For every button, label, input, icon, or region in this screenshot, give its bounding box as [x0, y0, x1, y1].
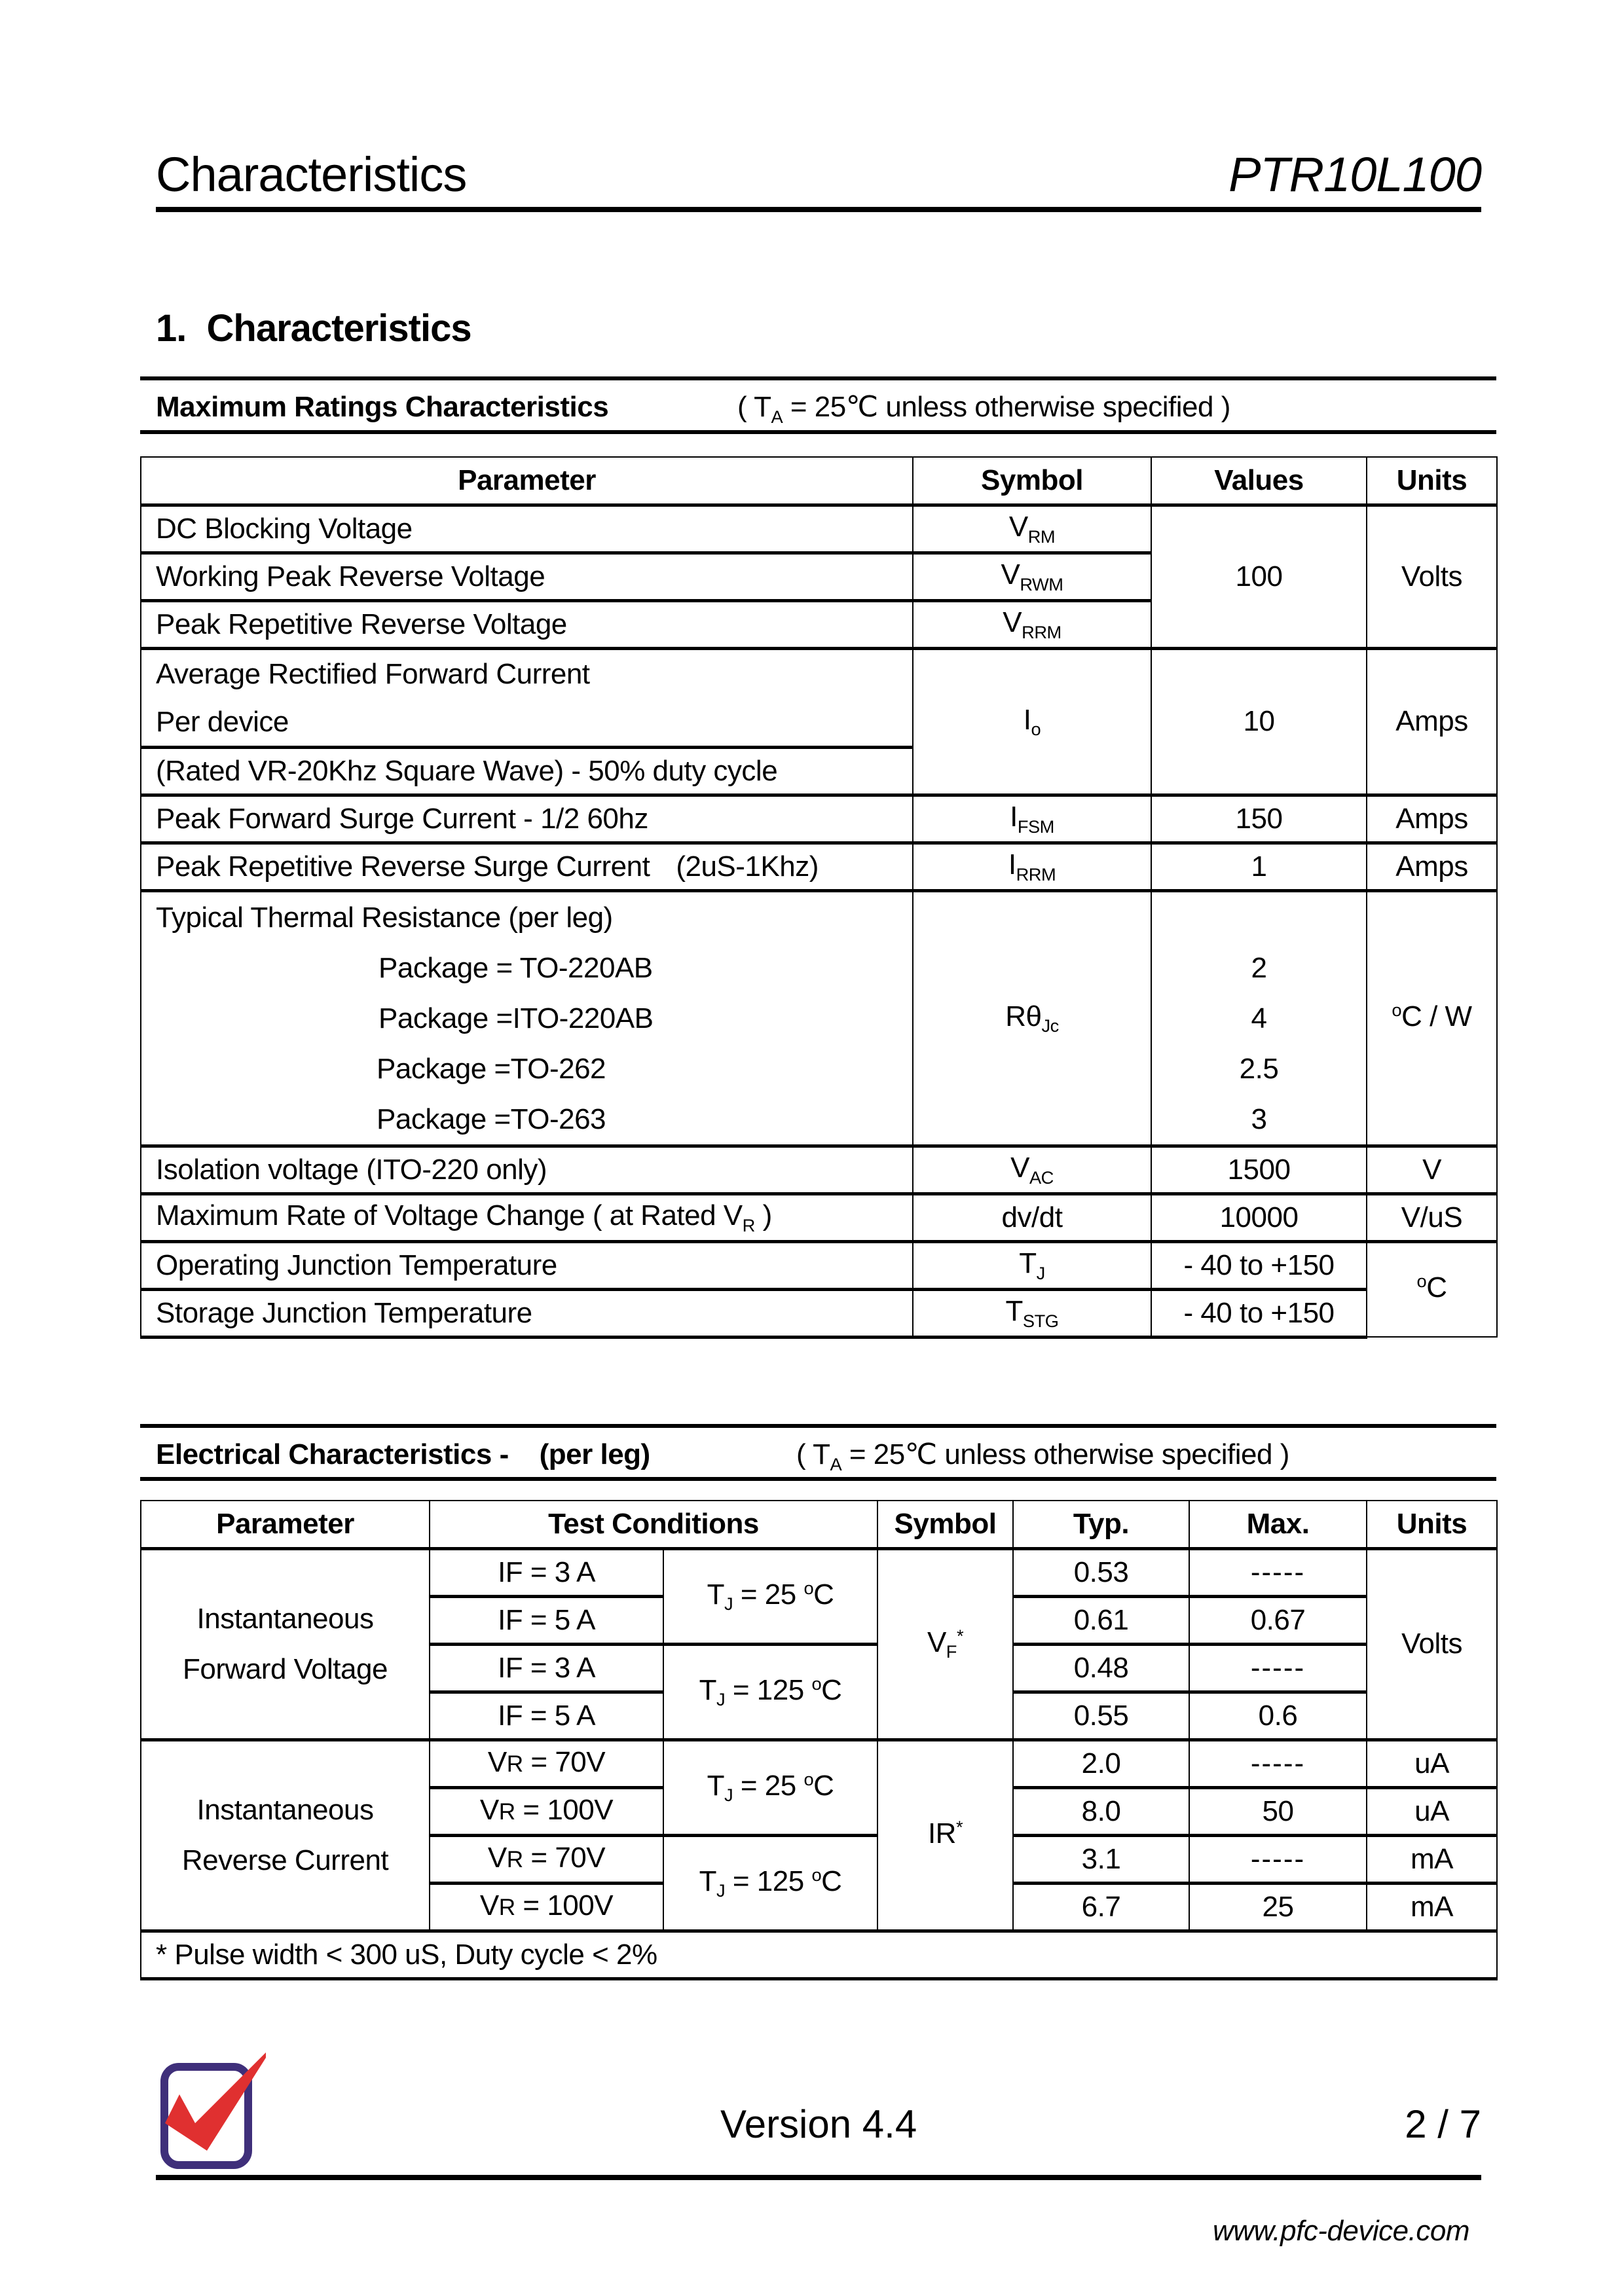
- cond-value: = 100V: [515, 1889, 614, 1922]
- symbol-text: I: [1023, 703, 1031, 736]
- thermal-value: 2: [1251, 951, 1267, 984]
- unit-value: uA: [1367, 1787, 1497, 1835]
- thermal-value: 2.5: [1239, 1052, 1279, 1085]
- max-ratings-condition: [737, 388, 1230, 430]
- checkmark-box-icon: [156, 2052, 267, 2177]
- symbol-asterisk: *: [955, 1816, 963, 1837]
- param-text: Maximum Rate of Voltage Change ( at Rated V: [156, 1199, 743, 1231]
- package-label: Package =TO-263: [377, 1102, 606, 1135]
- table-row-thermal: [141, 890, 1497, 1146]
- cond-vr: [430, 1883, 663, 1931]
- degree-sup: o: [803, 1768, 814, 1789]
- page-number: 2 / 7: [1405, 2102, 1481, 2146]
- tj-sub: J: [716, 1880, 726, 1901]
- col-header-test-conditions: Test Conditions: [430, 1501, 877, 1548]
- col-header-typ: Typ.: [1013, 1501, 1189, 1548]
- value-io: 10: [1151, 648, 1367, 795]
- condition-text: ( T: [737, 391, 771, 423]
- unit-volts: Volts: [1367, 505, 1497, 648]
- page-header-title: Characteristics: [156, 147, 467, 202]
- param-text-end: ): [754, 1199, 772, 1231]
- table-row: [141, 1194, 1497, 1241]
- symbol-text: T: [1019, 1247, 1037, 1279]
- symbol-text: V: [1003, 606, 1022, 638]
- tj-unit: C: [821, 1865, 842, 1897]
- cond-text: V: [487, 1746, 507, 1778]
- symbol-irrm: [913, 843, 1151, 890]
- cond-if: IF = 5 A: [430, 1596, 663, 1644]
- table-row: [141, 505, 1497, 553]
- part-number: PTR10L100: [1228, 147, 1481, 202]
- value-voltage: 100: [1151, 505, 1367, 648]
- param-peak-repetitive: Peak Repetitive Reverse Voltage: [141, 600, 913, 648]
- param-working-peak: Working Peak Reverse Voltage: [141, 553, 913, 600]
- symbol-text: V: [927, 1626, 946, 1658]
- symbol-rthjc: [913, 890, 1151, 1146]
- electrical-top-rule: [140, 1424, 1496, 1428]
- value-isolation: 1500: [1151, 1146, 1367, 1194]
- tj-mid: = 125: [725, 1865, 812, 1897]
- tj-unit: C: [821, 1673, 842, 1706]
- typ-value: 0.48: [1013, 1644, 1189, 1692]
- symbol-text: Rθ: [1005, 1000, 1042, 1032]
- table-row-footnote: [141, 1931, 1497, 1978]
- max-ratings-bottom-rule: [140, 430, 1496, 434]
- footnote: * Pulse width < 300 uS, Duty cycle < 2%: [141, 1931, 1497, 1978]
- symbol-vrrm: [913, 600, 1151, 648]
- symbol-text: V: [1008, 511, 1028, 543]
- electrical-bottom-rule: [140, 1477, 1496, 1481]
- max-value: -----: [1189, 1548, 1367, 1596]
- param-line: Reverse Current: [181, 1844, 389, 1876]
- cond-vr: [430, 1740, 663, 1787]
- tj-unit: C: [813, 1769, 834, 1802]
- cond-value: = 70V: [523, 1842, 606, 1874]
- max-value: 0.67: [1189, 1596, 1367, 1644]
- cond-vr: [430, 1835, 663, 1883]
- typ-value: 0.53: [1013, 1548, 1189, 1596]
- tj-sub: J: [716, 1689, 726, 1710]
- symbol-sub: RRM: [1022, 621, 1061, 642]
- unit-isolation: V: [1367, 1146, 1497, 1194]
- unit-value: mA: [1367, 1835, 1497, 1883]
- param-line: Forward Voltage: [183, 1653, 388, 1685]
- param-line: Average Rectified Forward Current: [156, 657, 590, 690]
- cond-sub: R: [498, 1895, 515, 1920]
- website-link[interactable]: www.pfc-device.com: [1212, 2215, 1469, 2247]
- cond-text: V: [487, 1842, 507, 1874]
- tj-unit: C: [813, 1578, 834, 1611]
- tj-mid: = 25: [733, 1578, 804, 1611]
- param-condition: (2uS-1Khz): [676, 850, 819, 883]
- package-label: Package =ITO-220AB: [378, 1002, 654, 1034]
- param-sub: R: [742, 1214, 755, 1235]
- col-header-parameter: Parameter: [141, 1501, 430, 1548]
- param-op-temp: Operating Junction Temperature: [141, 1241, 913, 1289]
- footer-divider: [156, 2175, 1481, 2180]
- degree-sup: o: [1416, 1271, 1427, 1292]
- symbol-vrwm: [913, 553, 1151, 600]
- typ-value: 3.1: [1013, 1835, 1189, 1883]
- param-avg-rect-cond: (Rated VR-20Khz Square Wave) - 50% duty cycle: [141, 747, 913, 795]
- symbol-vrm: [913, 505, 1151, 553]
- symbol-text: V: [1010, 1152, 1029, 1184]
- condition-text-suffix: = 25℃ unless otherwise specified ): [841, 1438, 1289, 1470]
- value-irrm: 1: [1151, 843, 1367, 890]
- symbol-vf: [877, 1548, 1013, 1740]
- tj-text: T: [707, 1769, 724, 1802]
- param-reverse-current: [141, 1740, 430, 1931]
- degree-sup: o: [803, 1577, 814, 1598]
- max-value: 0.6: [1189, 1692, 1367, 1740]
- table-row: [141, 1740, 1497, 1787]
- cond-if: IF = 3 A: [430, 1644, 663, 1692]
- company-logo: [156, 2052, 267, 2177]
- table-header-row: [141, 1501, 1497, 1548]
- degree-sup: o: [1392, 999, 1402, 1020]
- param-forward-voltage: [141, 1548, 430, 1740]
- section-title: Characteristics: [206, 307, 471, 350]
- unit-irrm: Amps: [1367, 843, 1497, 890]
- value-thermal: [1151, 890, 1367, 1146]
- symbol-text: IR: [927, 1817, 956, 1850]
- typ-value: 2.0: [1013, 1740, 1189, 1787]
- symbol-sub: F: [946, 1641, 957, 1662]
- condition-text: ( T: [796, 1438, 830, 1470]
- typ-value: 8.0: [1013, 1787, 1189, 1835]
- symbol-sub: RRM: [1016, 864, 1056, 884]
- table-header-row: [141, 457, 1497, 505]
- typ-value: 0.61: [1013, 1596, 1189, 1644]
- unit-thermal: [1367, 890, 1497, 1146]
- col-header-values: Values: [1151, 457, 1367, 505]
- max-value: 50: [1189, 1787, 1367, 1835]
- section-number: 1.: [156, 307, 187, 350]
- col-header-units: Units: [1367, 1501, 1497, 1548]
- tj-text: T: [707, 1578, 724, 1611]
- unit-volts: Volts: [1367, 1548, 1497, 1740]
- symbol-tj: [913, 1241, 1151, 1289]
- header-divider: [156, 207, 1481, 212]
- condition-text-suffix: = 25℃ unless otherwise specified ): [783, 391, 1230, 423]
- symbol-ifsm: [913, 795, 1151, 843]
- symbol-tstg: [913, 1289, 1151, 1337]
- col-header-units: Units: [1367, 457, 1497, 505]
- symbol-sub: STG: [1022, 1310, 1059, 1331]
- tj-mid: = 125: [725, 1673, 812, 1706]
- param-fwd-surge: Peak Forward Surge Current - 1/2 60hz: [141, 795, 913, 843]
- value-ifsm: 150: [1151, 795, 1367, 843]
- max-value: -----: [1189, 1835, 1367, 1883]
- param-stg-temp: Storage Junction Temperature: [141, 1289, 913, 1337]
- electrical-label: Electrical Characteristics - (per leg): [156, 1438, 650, 1470]
- cond-vr: [430, 1787, 663, 1835]
- max-ratings-table: [140, 456, 1498, 1339]
- max-value: -----: [1189, 1740, 1367, 1787]
- cond-tj-125: [663, 1835, 877, 1931]
- degree-sup: o: [811, 1673, 822, 1694]
- table-row: [141, 795, 1497, 843]
- param-dc-blocking: DC Blocking Voltage: [141, 505, 913, 553]
- unit-ifsm: Amps: [1367, 795, 1497, 843]
- package-label: Package =TO-262: [377, 1052, 606, 1085]
- symbol-sub: RWM: [1020, 574, 1063, 594]
- unit-temp: [1367, 1241, 1497, 1337]
- cond-value: = 100V: [515, 1794, 614, 1826]
- unit-value: mA: [1367, 1883, 1497, 1931]
- unit-dvdt: V/uS: [1367, 1194, 1497, 1241]
- symbol-dvdt: dv/dt: [913, 1194, 1151, 1241]
- degree-sup: o: [811, 1864, 822, 1885]
- param-thermal: [141, 890, 913, 1146]
- param-line: Typical Thermal Resistance (per leg): [156, 901, 613, 934]
- max-ratings-label: Maximum Ratings Characteristics: [156, 391, 609, 423]
- cond-sub: R: [506, 1751, 523, 1777]
- electrical-table: [140, 1500, 1498, 1980]
- param-isolation: Isolation voltage (ITO-220 only): [141, 1146, 913, 1194]
- table-row: [141, 1241, 1497, 1289]
- cond-text: V: [479, 1889, 499, 1922]
- table-row: [141, 843, 1497, 890]
- thermal-value: 3: [1251, 1102, 1267, 1135]
- symbol-text: I: [1008, 848, 1016, 881]
- symbol-sub: AC: [1029, 1167, 1054, 1188]
- max-value: 25: [1189, 1883, 1367, 1931]
- table-row: [141, 648, 1497, 747]
- value-op-temp: - 40 to +150: [1151, 1241, 1367, 1289]
- tj-sub: J: [724, 1594, 733, 1614]
- tj-sub: J: [724, 1785, 733, 1806]
- value-stg-temp: - 40 to +150: [1151, 1289, 1367, 1337]
- table-row: [141, 1146, 1497, 1194]
- param-avg-rect: [141, 648, 913, 747]
- col-header-max: Max.: [1189, 1501, 1367, 1548]
- tj-text: T: [699, 1865, 717, 1897]
- unit-value: uA: [1367, 1740, 1497, 1787]
- condition-sub: A: [771, 406, 783, 427]
- cond-tj-125: [663, 1644, 877, 1740]
- symbol-ir: [877, 1740, 1013, 1931]
- col-header-symbol: Symbol: [877, 1501, 1013, 1548]
- cond-if: IF = 3 A: [430, 1548, 663, 1596]
- param-dvdt: [141, 1194, 913, 1241]
- symbol-sub: J: [1036, 1262, 1045, 1283]
- value-dvdt: 10000: [1151, 1194, 1367, 1241]
- col-header-parameter: Parameter: [141, 457, 913, 505]
- version-label: Version 4.4: [720, 2102, 917, 2146]
- table-row: [141, 1289, 1497, 1337]
- unit-text: C: [1426, 1271, 1447, 1304]
- param-rev-surge: [141, 843, 913, 890]
- table-row: [141, 1548, 1497, 1596]
- unit-io: Amps: [1367, 648, 1497, 795]
- unit-text: C / W: [1401, 1000, 1472, 1032]
- symbol-vac: [913, 1146, 1151, 1194]
- cond-text: V: [479, 1794, 499, 1826]
- param-line: Instantaneous: [196, 1794, 374, 1826]
- param-line: Instantaneous: [196, 1603, 374, 1635]
- cond-value: = 70V: [523, 1746, 606, 1778]
- symbol-asterisk: *: [956, 1625, 964, 1646]
- typ-value: 0.55: [1013, 1692, 1189, 1740]
- cond-sub: R: [498, 1799, 515, 1825]
- symbol-io: [913, 648, 1151, 795]
- tj-mid: = 25: [733, 1769, 804, 1802]
- electrical-condition: [796, 1435, 1289, 1478]
- symbol-sub: FSM: [1017, 816, 1054, 837]
- package-label: Package = TO-220AB: [378, 951, 653, 984]
- cond-if: IF = 5 A: [430, 1692, 663, 1740]
- tj-text: T: [699, 1673, 717, 1706]
- section-heading: [156, 302, 471, 355]
- typ-value: 6.7: [1013, 1883, 1189, 1931]
- symbol-text: V: [1001, 558, 1020, 591]
- symbol-text: I: [1010, 801, 1018, 833]
- cond-tj-25: [663, 1548, 877, 1644]
- cond-sub: R: [506, 1847, 523, 1872]
- symbol-sub: o: [1031, 719, 1041, 740]
- condition-sub: A: [830, 1453, 842, 1474]
- param-line: Per device: [156, 705, 289, 738]
- max-value: -----: [1189, 1644, 1367, 1692]
- param-text: Peak Repetitive Reverse Surge Current: [156, 850, 650, 883]
- symbol-text: T: [1005, 1295, 1023, 1327]
- col-header-symbol: Symbol: [913, 457, 1151, 505]
- symbol-sub: RM: [1027, 526, 1056, 547]
- max-ratings-top-rule: [140, 376, 1496, 380]
- cond-tj-25: [663, 1740, 877, 1835]
- thermal-value: 4: [1251, 1002, 1267, 1034]
- symbol-sub: Jc: [1041, 1015, 1059, 1036]
